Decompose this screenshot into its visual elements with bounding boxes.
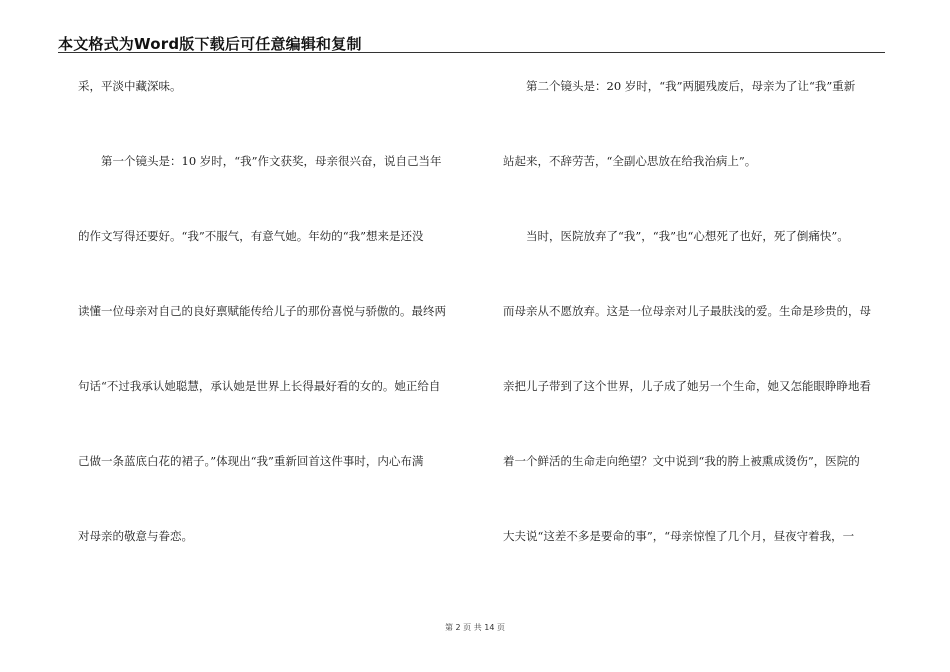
right-line-6: 着一个鲜活的生命走向绝望？文中说到“我的胯上被熏成烫伤”，医院的 (503, 454, 860, 468)
left-line-1: 采，平淡中藏深味。 (78, 79, 182, 93)
left-line-6: 己做一条蓝底白花的裙子。”体现出“我”重新回首这件事时，内心布满 (78, 454, 424, 468)
right-line-7: 大夫说“这差不多是要命的事”，“母亲惊惶了几个月，昼夜守着我，一 (503, 529, 855, 543)
left-line-4: 读懂一位母亲对自己的良好禀赋能传给儿子的那份喜悦与骄傲的。最终两 (78, 304, 446, 318)
header-divider (58, 52, 885, 53)
right-line-5: 亲把儿子带到了这个世界，儿子成了她另一个生命，她又怎能眼睁睁地看 (503, 379, 871, 393)
right-line-1: 第二个镜头是：20 岁时，“我”两腿残废后，母亲为了让“我”重新 (503, 79, 856, 93)
left-line-2: 第一个镜头是：10 岁时，“我”作文获奖，母亲很兴奋，说自己当年 (78, 154, 442, 168)
left-line-7: 对母亲的敬意与眷恋。 (78, 529, 193, 543)
right-line-3: 当时，医院放弃了“我”，“我”也“心想死了也好，死了倒痛快”。 (503, 229, 849, 243)
right-line-4: 而母亲从不愿放弃。这是一位母亲对儿子最肤浅的爱。生命是珍贵的，母 (503, 304, 871, 318)
left-line-5: 句话“不过我承认她聪慧，承认她是世界上长得最好看的女的。她正给自 (78, 379, 441, 393)
left-line-3: 的作文写得还要好。“我”不服气，有意气她。年幼的“我”想来是还没 (78, 229, 424, 243)
page-number-footer: 第 2 页 共 14 页 (445, 623, 505, 632)
page-header-title: 本文格式为Word版下载后可任意编辑和复制 (58, 35, 362, 53)
right-line-2: 站起来，不辞劳苦，“全副心思放在给我治病上”。 (503, 154, 757, 168)
